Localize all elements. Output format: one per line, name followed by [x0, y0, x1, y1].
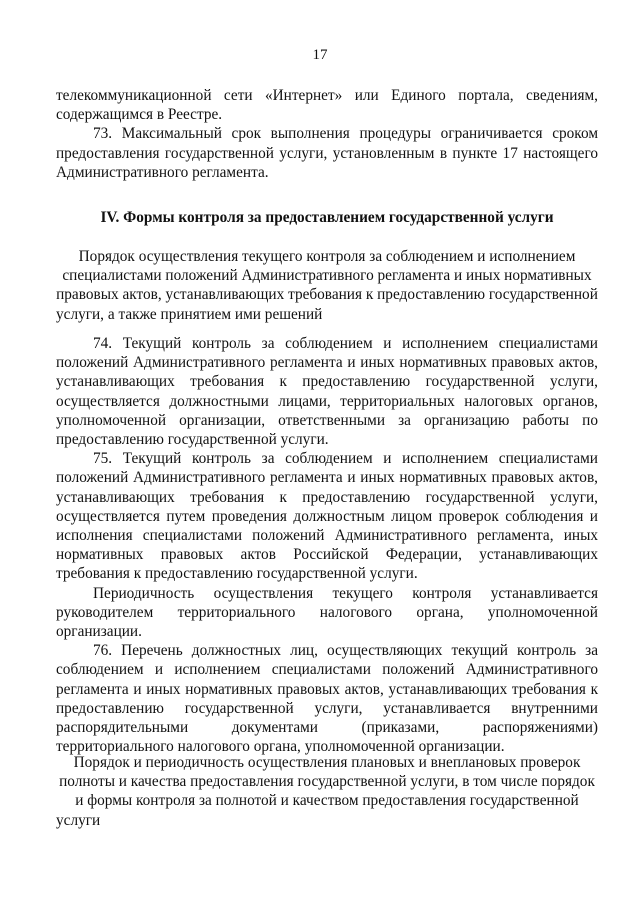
- subheading-current-control: Порядок осуществления текущего контроля за соблюдением и исполнением специалистами положений Административного регламента и иных нормативных правовых актов, устанавливающих требования к предоставлению государственной услуги, а также принятием ими решений: [56, 248, 598, 323]
- paragraph-periodicity: Периодичность осуществления текущего контроля устанавливается руководителем территориального налогового органа, уполномоченной организации.: [56, 584, 598, 641]
- paragraph-74: 74. Текущий контроль за соблюдением и исполнением специалистами положений Административного регламента и иных нормативных правовых актов, устанавливающих требования к предоставлению государственной услуги, осуществляется должностными лицами, территориальных налоговых органов, уполномоченной организации, ответственными за организацию работы по предоставлению государственной услуги.: [56, 335, 598, 449]
- subheading-inspections: Порядок и периодичность осуществления плановых и внеплановых проверок полноты и качества предоставления государственной услуги, в том числе порядок и формы контроля за полнотой и качеством предоставления государственной услуги: [56, 754, 595, 829]
- section-heading: IV. Формы контроля за предоставлением государственной услуги: [100, 209, 554, 226]
- page-number: 17: [312, 47, 328, 63]
- paragraph-75: 75. Текущий контроль за соблюдением и исполнением специалистами положений Административного регламента и иных нормативных правовых актов, устанавливающих требования к предоставлению государственной услуги, осуществляется путем проведения должностным лицом проверок соблюдения и исполнения специалистами положений Административного регламента, иных нормативных правовых актов Российской Федерации, устанавливающих требования к предоставлению государственной услуги.: [56, 450, 598, 583]
- paragraph-73: 73. Максимальный срок выполнения процедуры ограничивается сроком предоставления государственной услуги, установленным в пункте 17 настоящего Административного регламента.: [56, 125, 598, 181]
- continuation-paragraph: телекоммуникационной сети «Интернет» или Единого портала, сведениям, содержащимся в Реестре.: [56, 87, 598, 124]
- top-text-block: [56, 86, 598, 182]
- paragraph-76: 76. Перечень должностных лиц, осуществляющих текущий контроль за соблюдением и исполнением специалистами положений Административного регламента и иных нормативных правовых актов, устанавливающих требования к предоставлению государственной услуги, устанавливается внутренними распорядительными документами (приказами, распоряжениями) территориального налогового органа, уполномоченной организации.: [56, 642, 598, 756]
- main-text-block: [56, 334, 598, 756]
